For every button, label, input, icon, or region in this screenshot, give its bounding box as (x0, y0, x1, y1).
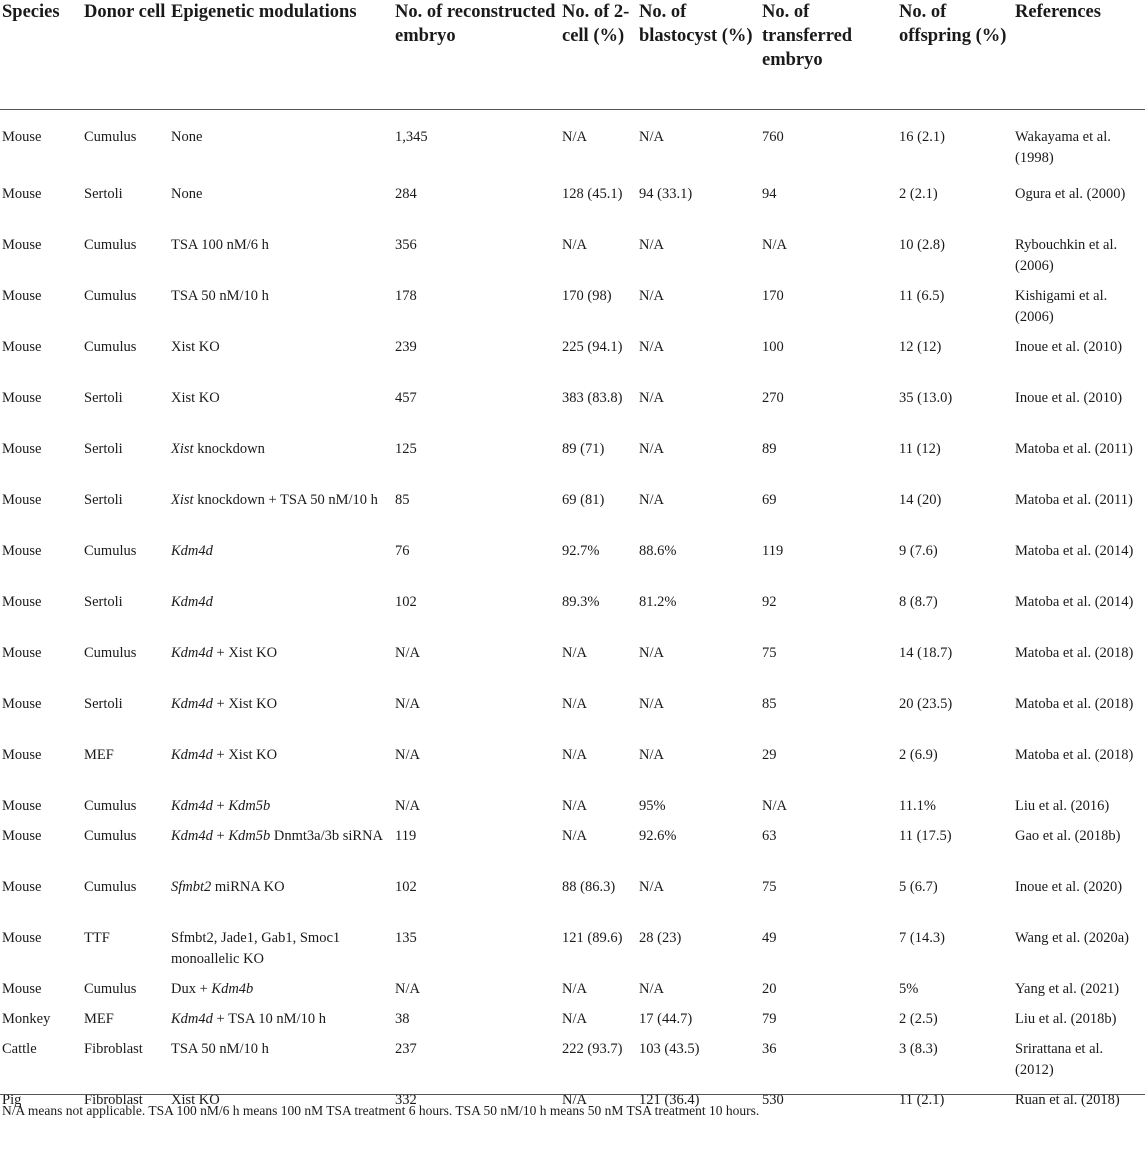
cell-2-cell: 92.7% (562, 542, 600, 559)
cell-reconstructed-embryo: 284 (395, 185, 417, 202)
cell-reference: Matoba et al. (2014) (1015, 542, 1134, 559)
cell-blastocyst: 81.2% (639, 593, 677, 610)
cell-species: Mouse (2, 827, 42, 844)
modulation-text: + Xist KO (212, 644, 278, 661)
table-row (0, 541, 1145, 592)
cell-reference: Ruan et al. (2018) (1015, 1091, 1120, 1108)
cell-reference: Matoba et al. (2018) (1015, 746, 1134, 763)
header-epigenetic-modulations: Epigenetic modulations (171, 0, 395, 110)
cell-2-cell: N/A (562, 746, 587, 763)
cell-2-cell: 383 (83.8) (562, 389, 623, 406)
cell-offspring: 35 (13.0) (899, 389, 953, 406)
cell-reference: Matoba et al. (2018) (1015, 695, 1134, 712)
table-row (0, 388, 1145, 439)
cell-transferred-embryo: 89 (762, 440, 777, 457)
cell-epigenetic-modulation (171, 388, 395, 439)
gene-name: Kdm4d (171, 542, 213, 559)
cell-reconstructed-embryo: 102 (395, 593, 417, 610)
header-blastocyst: No. of blastocyst (%) (639, 0, 762, 110)
cell-blastocyst: 95% (639, 797, 666, 814)
gene-name: Kdm4d (171, 827, 213, 844)
cell-donor-cell: Sertoli (84, 389, 123, 406)
cell-2-cell: N/A (562, 797, 587, 814)
cell-2-cell: 69 (81) (562, 491, 605, 508)
cell-reconstructed-embryo: 237 (395, 1040, 417, 1057)
cell-transferred-embryo: 760 (762, 129, 784, 145)
cell-offspring: 16 (2.1) (899, 129, 945, 145)
cell-transferred-embryo: 270 (762, 389, 784, 406)
cell-species: Mouse (2, 929, 42, 946)
cell-reference: Liu et al. (2018b) (1015, 1010, 1117, 1027)
cell-offspring: 10 (2.8) (899, 236, 945, 253)
cell-species: Mouse (2, 593, 42, 610)
cell-reconstructed-embryo: 102 (395, 878, 417, 895)
cell-species: Mouse (2, 389, 42, 406)
cell-donor-cell: Cumulus (84, 797, 137, 814)
header-donor-cell: Donor cell (84, 0, 171, 110)
cell-blastocyst: N/A (639, 980, 664, 997)
header-row (0, 0, 1145, 110)
cell-reference: Matoba et al. (2018) (1015, 644, 1134, 661)
cell-reconstructed-embryo: 356 (395, 236, 417, 253)
table-row (0, 1039, 1145, 1090)
cell-reconstructed-embryo: 239 (395, 338, 417, 355)
modulation-text: miRNA KO (211, 878, 285, 895)
cell-donor-cell: Cumulus (84, 980, 137, 997)
header-species: Species (0, 0, 84, 110)
cell-reference: Rybouchkin et al. (2006) (1015, 236, 1118, 274)
cell-donor-cell: Cumulus (84, 878, 137, 895)
cell-2-cell: 89.3% (562, 593, 600, 610)
cell-blastocyst: N/A (639, 236, 664, 253)
cell-blastocyst: 103 (43.5) (639, 1040, 700, 1057)
cell-epigenetic-modulation (171, 643, 395, 694)
modulation-text: + Xist KO (212, 695, 278, 712)
cell-2-cell: 222 (93.7) (562, 1040, 623, 1057)
cell-transferred-embryo: 63 (762, 827, 777, 844)
cell-offspring: 5% (899, 980, 919, 997)
cell-reconstructed-embryo: N/A (395, 695, 420, 712)
cell-2-cell: 225 (94.1) (562, 338, 623, 355)
modulation-text: TSA 50 nM/10 h (171, 1040, 269, 1057)
cell-epigenetic-modulation (171, 592, 395, 643)
cell-reference: Matoba et al. (2011) (1015, 440, 1133, 457)
cell-epigenetic-modulation (171, 694, 395, 745)
modulation-text: + (212, 827, 229, 844)
cell-reconstructed-embryo: 135 (395, 929, 417, 946)
cell-donor-cell: Fibroblast (84, 1091, 143, 1108)
cell-2-cell: N/A (562, 1091, 587, 1108)
cell-reconstructed-embryo: 76 (395, 542, 410, 559)
cell-epigenetic-modulation (171, 490, 395, 541)
cell-blastocyst: N/A (639, 440, 664, 457)
modulation-text: TSA 50 nM/10 h (171, 287, 269, 304)
cell-2-cell: 128 (45.1) (562, 185, 623, 202)
cell-donor-cell: MEF (84, 746, 114, 763)
cell-offspring: 9 (7.6) (899, 542, 938, 559)
cell-epigenetic-modulation (171, 235, 395, 286)
cell-reconstructed-embryo: N/A (395, 980, 420, 997)
gene-name: Kdm4b (211, 980, 254, 997)
cell-reconstructed-embryo: 457 (395, 389, 417, 406)
cell-blastocyst: 17 (44.7) (639, 1010, 693, 1027)
table-row (0, 337, 1145, 388)
cell-offspring: 11 (6.5) (899, 287, 945, 304)
modulation-text: TSA 100 nM/6 h (171, 236, 269, 253)
cell-reconstructed-embryo: 85 (395, 491, 410, 508)
cell-reconstructed-embryo: 119 (395, 827, 417, 844)
cell-epigenetic-modulation (171, 796, 395, 826)
cell-reconstructed-embryo: 1,345 (395, 129, 428, 145)
cell-reconstructed-embryo: 125 (395, 440, 417, 457)
modulation-text: Dux + (171, 980, 212, 997)
table-row (0, 694, 1145, 745)
cell-transferred-embryo: 29 (762, 746, 777, 763)
table-row (0, 235, 1145, 286)
table-row (0, 643, 1145, 694)
gene-name: Kdm4d (171, 1010, 213, 1027)
table-body (0, 110, 1145, 1151)
table-row (0, 877, 1145, 928)
cell-transferred-embryo: 49 (762, 929, 777, 946)
table-row (0, 286, 1145, 337)
table-row (0, 979, 1145, 1009)
cell-reference: Inoue et al. (2010) (1015, 338, 1123, 355)
cell-reconstructed-embryo: N/A (395, 644, 420, 661)
cell-2-cell: N/A (562, 236, 587, 253)
cell-epigenetic-modulation (171, 1009, 395, 1039)
cell-transferred-embryo: 119 (762, 542, 784, 559)
table-row (0, 592, 1145, 643)
cell-donor-cell: TTF (84, 929, 110, 946)
cell-offspring: 11 (17.5) (899, 827, 952, 844)
cell-reconstructed-embryo: N/A (395, 746, 420, 763)
cell-blastocyst: 121 (36.4) (639, 1091, 700, 1108)
modulation-text: Xist KO (171, 338, 220, 355)
cell-epigenetic-modulation (171, 745, 395, 796)
gene-name: Xist (171, 491, 194, 508)
cell-reconstructed-embryo: 38 (395, 1010, 410, 1027)
cell-2-cell: 88 (86.3) (562, 878, 616, 895)
gene-name: Sfmbt2 (171, 878, 212, 895)
cell-offspring: 3 (8.3) (899, 1040, 938, 1057)
gene-name: Kdm5b (228, 797, 271, 814)
cell-epigenetic-modulation (171, 541, 395, 592)
cell-donor-cell: MEF (84, 1010, 114, 1027)
cell-blastocyst: 94 (33.1) (639, 185, 693, 202)
cell-2-cell: N/A (562, 1010, 587, 1027)
cell-offspring: 2 (6.9) (899, 746, 938, 763)
cell-reference: Wakayama et al. (1998) (1015, 129, 1111, 166)
table-row (0, 745, 1145, 796)
footnote: N/A means not applicable. TSA 100 nM/6 h means 100 nM TSA treatment 6 hours. TSA 50 nM/10 h means 50 nM TSA treatment 10 hours. (2, 1103, 760, 1118)
cell-transferred-embryo: 79 (762, 1010, 777, 1027)
table-row (0, 184, 1145, 235)
cell-reference: Yang et al. (2021) (1015, 980, 1120, 997)
cell-reference: Inoue et al. (2010) (1015, 389, 1123, 406)
cell-species: Cattle (2, 1040, 37, 1057)
cell-epigenetic-modulation (171, 826, 395, 877)
cell-species: Mouse (2, 185, 42, 202)
cell-donor-cell: Sertoli (84, 491, 123, 508)
header-references: References (1015, 0, 1145, 110)
cell-offspring: 5 (6.7) (899, 878, 938, 895)
cell-species: Pig (2, 1091, 22, 1108)
cell-transferred-embryo: 530 (762, 1091, 784, 1108)
cell-offspring: 7 (14.3) (899, 929, 945, 946)
cell-blastocyst: N/A (639, 491, 664, 508)
cell-2-cell: 89 (71) (562, 440, 605, 457)
cell-epigenetic-modulation (171, 979, 395, 1009)
cell-species: Mouse (2, 695, 42, 712)
cell-epigenetic-modulation (171, 1039, 395, 1090)
cell-offspring: 11.1% (899, 797, 936, 814)
cell-transferred-embryo: 100 (762, 338, 784, 355)
header-reconstructed-embryo: No. of reconstructed embryo (395, 0, 562, 110)
cell-donor-cell: Sertoli (84, 440, 123, 457)
cell-2-cell: N/A (562, 827, 587, 844)
cell-reference: Gao et al. (2018b) (1015, 827, 1121, 844)
cell-blastocyst: N/A (639, 389, 664, 406)
cell-species: Mouse (2, 542, 42, 559)
cell-reference: Matoba et al. (2011) (1015, 491, 1133, 508)
cell-2-cell: N/A (562, 980, 587, 997)
gene-name: Kdm4d (171, 644, 213, 661)
cell-blastocyst: 28 (23) (639, 929, 682, 946)
cell-donor-cell: Cumulus (84, 644, 137, 661)
cell-reconstructed-embryo: 332 (395, 1091, 417, 1108)
cell-donor-cell: Sertoli (84, 593, 123, 610)
cell-transferred-embryo: 75 (762, 644, 777, 661)
cell-2-cell: 170 (98) (562, 287, 612, 304)
modulation-text: + (212, 797, 229, 814)
cell-reference: Srirattana et al. (2012) (1015, 1040, 1104, 1078)
cell-blastocyst: N/A (639, 746, 664, 763)
gene-name: Kdm4d (171, 695, 213, 712)
cell-epigenetic-modulation (171, 286, 395, 337)
cell-transferred-embryo: 36 (762, 1040, 777, 1057)
cell-donor-cell: Cumulus (84, 542, 137, 559)
cell-epigenetic-modulation (171, 184, 395, 235)
cell-reference: Kishigami et al. (2006) (1015, 287, 1108, 325)
cell-offspring: 14 (20) (899, 491, 942, 508)
cell-species: Monkey (2, 1010, 51, 1027)
cell-blastocyst: N/A (639, 695, 664, 712)
cell-donor-cell: Cumulus (84, 338, 137, 355)
cell-offspring: 11 (2.1) (899, 1091, 945, 1108)
cell-epigenetic-modulation (171, 110, 395, 184)
modulation-text: knockdown (193, 440, 265, 457)
cell-epigenetic-modulation (171, 928, 395, 979)
cell-epigenetic-modulation (171, 337, 395, 388)
table-row (0, 1009, 1145, 1039)
cell-species: Mouse (2, 440, 42, 457)
table-row (0, 110, 1145, 184)
modulation-text: None (171, 185, 203, 202)
cell-reconstructed-embryo: 178 (395, 287, 417, 304)
modulation-text: Xist KO (171, 389, 220, 406)
cell-blastocyst: N/A (639, 287, 664, 304)
cell-species: Mouse (2, 797, 42, 814)
cell-transferred-embryo: 92 (762, 593, 777, 610)
cell-donor-cell: Cumulus (84, 827, 137, 844)
modulation-text: knockdown + TSA 50 nM/10 h (193, 491, 378, 508)
modulation-text: Xist KO (171, 1091, 220, 1108)
cell-transferred-embryo: N/A (762, 797, 787, 814)
cell-offspring: 12 (12) (899, 338, 942, 355)
cell-offspring: 2 (2.1) (899, 185, 938, 202)
cell-transferred-embryo: 85 (762, 695, 777, 712)
cell-species: Mouse (2, 746, 42, 763)
cell-species: Mouse (2, 980, 42, 997)
gene-name: Kdm4d (171, 593, 213, 610)
cell-reference: Inoue et al. (2020) (1015, 878, 1123, 895)
cell-epigenetic-modulation (171, 439, 395, 490)
cell-offspring: 14 (18.7) (899, 644, 953, 661)
cell-blastocyst: N/A (639, 878, 664, 895)
table-row (0, 796, 1145, 826)
table-row (0, 490, 1145, 541)
header-transferred-embryo: No. of transferred embryo (762, 0, 899, 110)
cell-2-cell: N/A (562, 644, 587, 661)
cell-epigenetic-modulation (171, 877, 395, 928)
cell-reference: Ogura et al. (2000) (1015, 185, 1126, 202)
cell-blastocyst: N/A (639, 129, 664, 145)
gene-name: Kdm4d (171, 797, 213, 814)
table-row (0, 439, 1145, 490)
cell-offspring: 8 (8.7) (899, 593, 938, 610)
gene-name: Kdm4d (171, 746, 213, 763)
header-offspring: No. of offspring (%) (899, 0, 1015, 110)
cell-blastocyst: 88.6% (639, 542, 677, 559)
modulation-text: None (171, 129, 203, 145)
cell-transferred-embryo: 69 (762, 491, 777, 508)
cell-species: Mouse (2, 287, 42, 304)
header-2-cell: No. of 2-cell (%) (562, 0, 639, 110)
cell-species: Mouse (2, 129, 42, 145)
modulation-text: Dnmt3a/3b siRNA (270, 827, 384, 844)
cell-blastocyst: N/A (639, 338, 664, 355)
gene-name: Kdm5b (228, 827, 271, 844)
cell-species: Mouse (2, 878, 42, 895)
cell-transferred-embryo: 94 (762, 185, 777, 202)
cell-2-cell: N/A (562, 695, 587, 712)
cell-species: Mouse (2, 491, 42, 508)
cell-donor-cell: Sertoli (84, 695, 123, 712)
cell-transferred-embryo: N/A (762, 236, 787, 253)
table-row (0, 928, 1145, 979)
cell-reference: Wang et al. (2020a) (1015, 929, 1129, 946)
gene-name: Xist (171, 440, 194, 457)
cell-donor-cell: Cumulus (84, 287, 137, 304)
modulation-text: + Xist KO (212, 746, 278, 763)
table-row (0, 826, 1145, 877)
cell-2-cell: N/A (562, 129, 587, 145)
cell-species: Mouse (2, 338, 42, 355)
cell-transferred-embryo: 20 (762, 980, 777, 997)
cell-species: Mouse (2, 236, 42, 253)
cell-2-cell: 121 (89.6) (562, 929, 623, 946)
modulation-text: + TSA 10 nM/10 h (212, 1010, 326, 1027)
cell-transferred-embryo: 75 (762, 878, 777, 895)
cell-offspring: 20 (23.5) (899, 695, 953, 712)
cell-reference: Liu et al. (2016) (1015, 797, 1110, 814)
cell-donor-cell: Fibroblast (84, 1040, 143, 1057)
cell-donor-cell: Sertoli (84, 185, 123, 202)
cell-transferred-embryo: 170 (762, 287, 784, 304)
cell-blastocyst: N/A (639, 644, 664, 661)
cell-offspring: 11 (12) (899, 440, 941, 457)
cell-donor-cell: Cumulus (84, 129, 137, 145)
cell-blastocyst: 92.6% (639, 827, 677, 844)
modulation-text: Sfmbt2, Jade1, Gab1, Smoc1 monoallelic KO (171, 929, 341, 967)
cell-reference: Matoba et al. (2014) (1015, 593, 1134, 610)
cell-reconstructed-embryo: N/A (395, 797, 420, 814)
cell-offspring: 2 (2.5) (899, 1010, 938, 1027)
table-footer (0, 1091, 1145, 1121)
cell-species: Mouse (2, 644, 42, 661)
cell-donor-cell: Cumulus (84, 236, 137, 253)
